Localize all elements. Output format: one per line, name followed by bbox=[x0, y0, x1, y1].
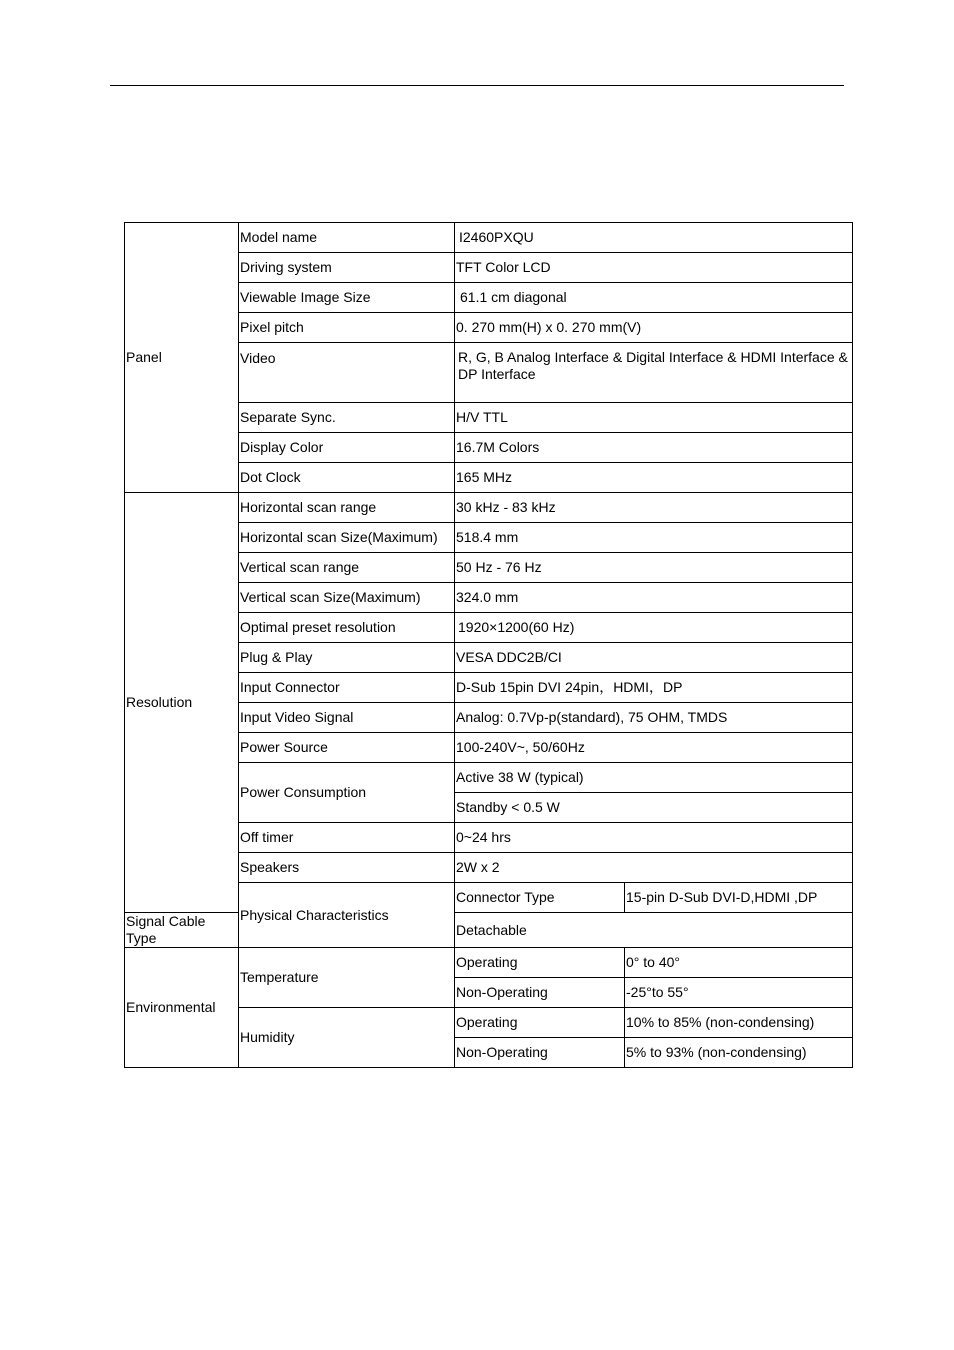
spec-label: Input Connector bbox=[239, 673, 455, 703]
spec-label: Display Color bbox=[239, 433, 455, 463]
spec-label: Pixel pitch bbox=[239, 313, 455, 343]
spec-value: VESA DDC2B/CI bbox=[455, 643, 853, 673]
spec-value: 324.0 mm bbox=[455, 583, 853, 613]
spec-value: 16.7M Colors bbox=[455, 433, 853, 463]
spec-label: Signal Cable Type bbox=[125, 913, 239, 948]
spec-sublabel: Operating bbox=[455, 948, 625, 978]
spec-sublabel: Non-Operating bbox=[455, 978, 625, 1008]
spec-label: Separate Sync. bbox=[239, 403, 455, 433]
category-panel: Panel bbox=[125, 223, 239, 493]
spec-value: H/V TTL bbox=[455, 403, 853, 433]
spec-label: Temperature bbox=[239, 948, 455, 1008]
category-resolution: Resolution bbox=[125, 493, 239, 913]
spec-label: Video bbox=[239, 343, 455, 403]
spec-value: 61.1 cm diagonal bbox=[455, 283, 853, 313]
spec-label: Optimal preset resolution bbox=[239, 613, 455, 643]
spec-label: Connector Type bbox=[455, 883, 625, 913]
spec-value: 0~24 hrs bbox=[455, 823, 853, 853]
spec-label: Power Consumption bbox=[239, 763, 455, 823]
spec-label: Input Video Signal bbox=[239, 703, 455, 733]
spec-value: R, G, B Analog Interface & Digital Interface & HDMI Interface & DP Interface bbox=[455, 343, 853, 403]
spec-value: 1920×1200(60 Hz) bbox=[455, 613, 853, 643]
table-row bbox=[125, 223, 853, 253]
spec-label: Horizontal scan Size(Maximum) bbox=[239, 523, 455, 553]
spec-value: Active 38 W (typical) bbox=[455, 763, 853, 793]
category-environmental: Environmental bbox=[125, 948, 239, 1068]
spec-label: Horizontal scan range bbox=[239, 493, 455, 523]
spec-label: Driving system bbox=[239, 253, 455, 283]
spec-value: -25°to 55° bbox=[625, 978, 853, 1008]
spec-value: TFT Color LCD bbox=[455, 253, 853, 283]
spec-value: 15-pin D-Sub DVI-D,HDMI ,DP bbox=[625, 883, 853, 913]
spec-value: Analog: 0.7Vp-p(standard), 75 OHM, TMDS bbox=[455, 703, 853, 733]
table-row bbox=[125, 948, 853, 978]
spec-value: 165 MHz bbox=[455, 463, 853, 493]
spec-label: Viewable Image Size bbox=[239, 283, 455, 313]
spec-value: Standby < 0.5 W bbox=[455, 793, 853, 823]
spec-label: Speakers bbox=[239, 853, 455, 883]
spec-label: Vertical scan Size(Maximum) bbox=[239, 583, 455, 613]
spec-value: 0. 270 mm(H) x 0. 270 mm(V) bbox=[455, 313, 853, 343]
spec-value: 100-240V~, 50/60Hz bbox=[455, 733, 853, 763]
spec-value: 518.4 mm bbox=[455, 523, 853, 553]
spec-value: 5% to 93% (non-condensing) bbox=[625, 1038, 853, 1068]
spec-label: Plug & Play bbox=[239, 643, 455, 673]
spec-label: Power Source bbox=[239, 733, 455, 763]
spec-value: 0° to 40° bbox=[625, 948, 853, 978]
spec-value: D-Sub 15pin DVI 24pin，HDMI，DP bbox=[455, 673, 853, 703]
category-physical: Physical Characteristics bbox=[239, 883, 455, 948]
spec-label: Model name bbox=[239, 223, 455, 253]
spec-value: Detachable bbox=[455, 913, 853, 948]
table-row bbox=[125, 493, 853, 523]
spec-value: 30 kHz - 83 kHz bbox=[455, 493, 853, 523]
spec-label: Off timer bbox=[239, 823, 455, 853]
spec-label: Vertical scan range bbox=[239, 553, 455, 583]
spec-label: Humidity bbox=[239, 1008, 455, 1068]
spec-value: 50 Hz - 76 Hz bbox=[455, 553, 853, 583]
spec-value: 2W x 2 bbox=[455, 853, 853, 883]
spec-value: I2460PXQU bbox=[455, 223, 853, 253]
spec-value: 10% to 85% (non-condensing) bbox=[625, 1008, 853, 1038]
spec-label: Dot Clock bbox=[239, 463, 455, 493]
spec-table bbox=[124, 222, 853, 1068]
table-row bbox=[125, 913, 853, 948]
spec-sublabel: Non-Operating bbox=[455, 1038, 625, 1068]
header-rule bbox=[110, 85, 844, 86]
spec-sublabel: Operating bbox=[455, 1008, 625, 1038]
